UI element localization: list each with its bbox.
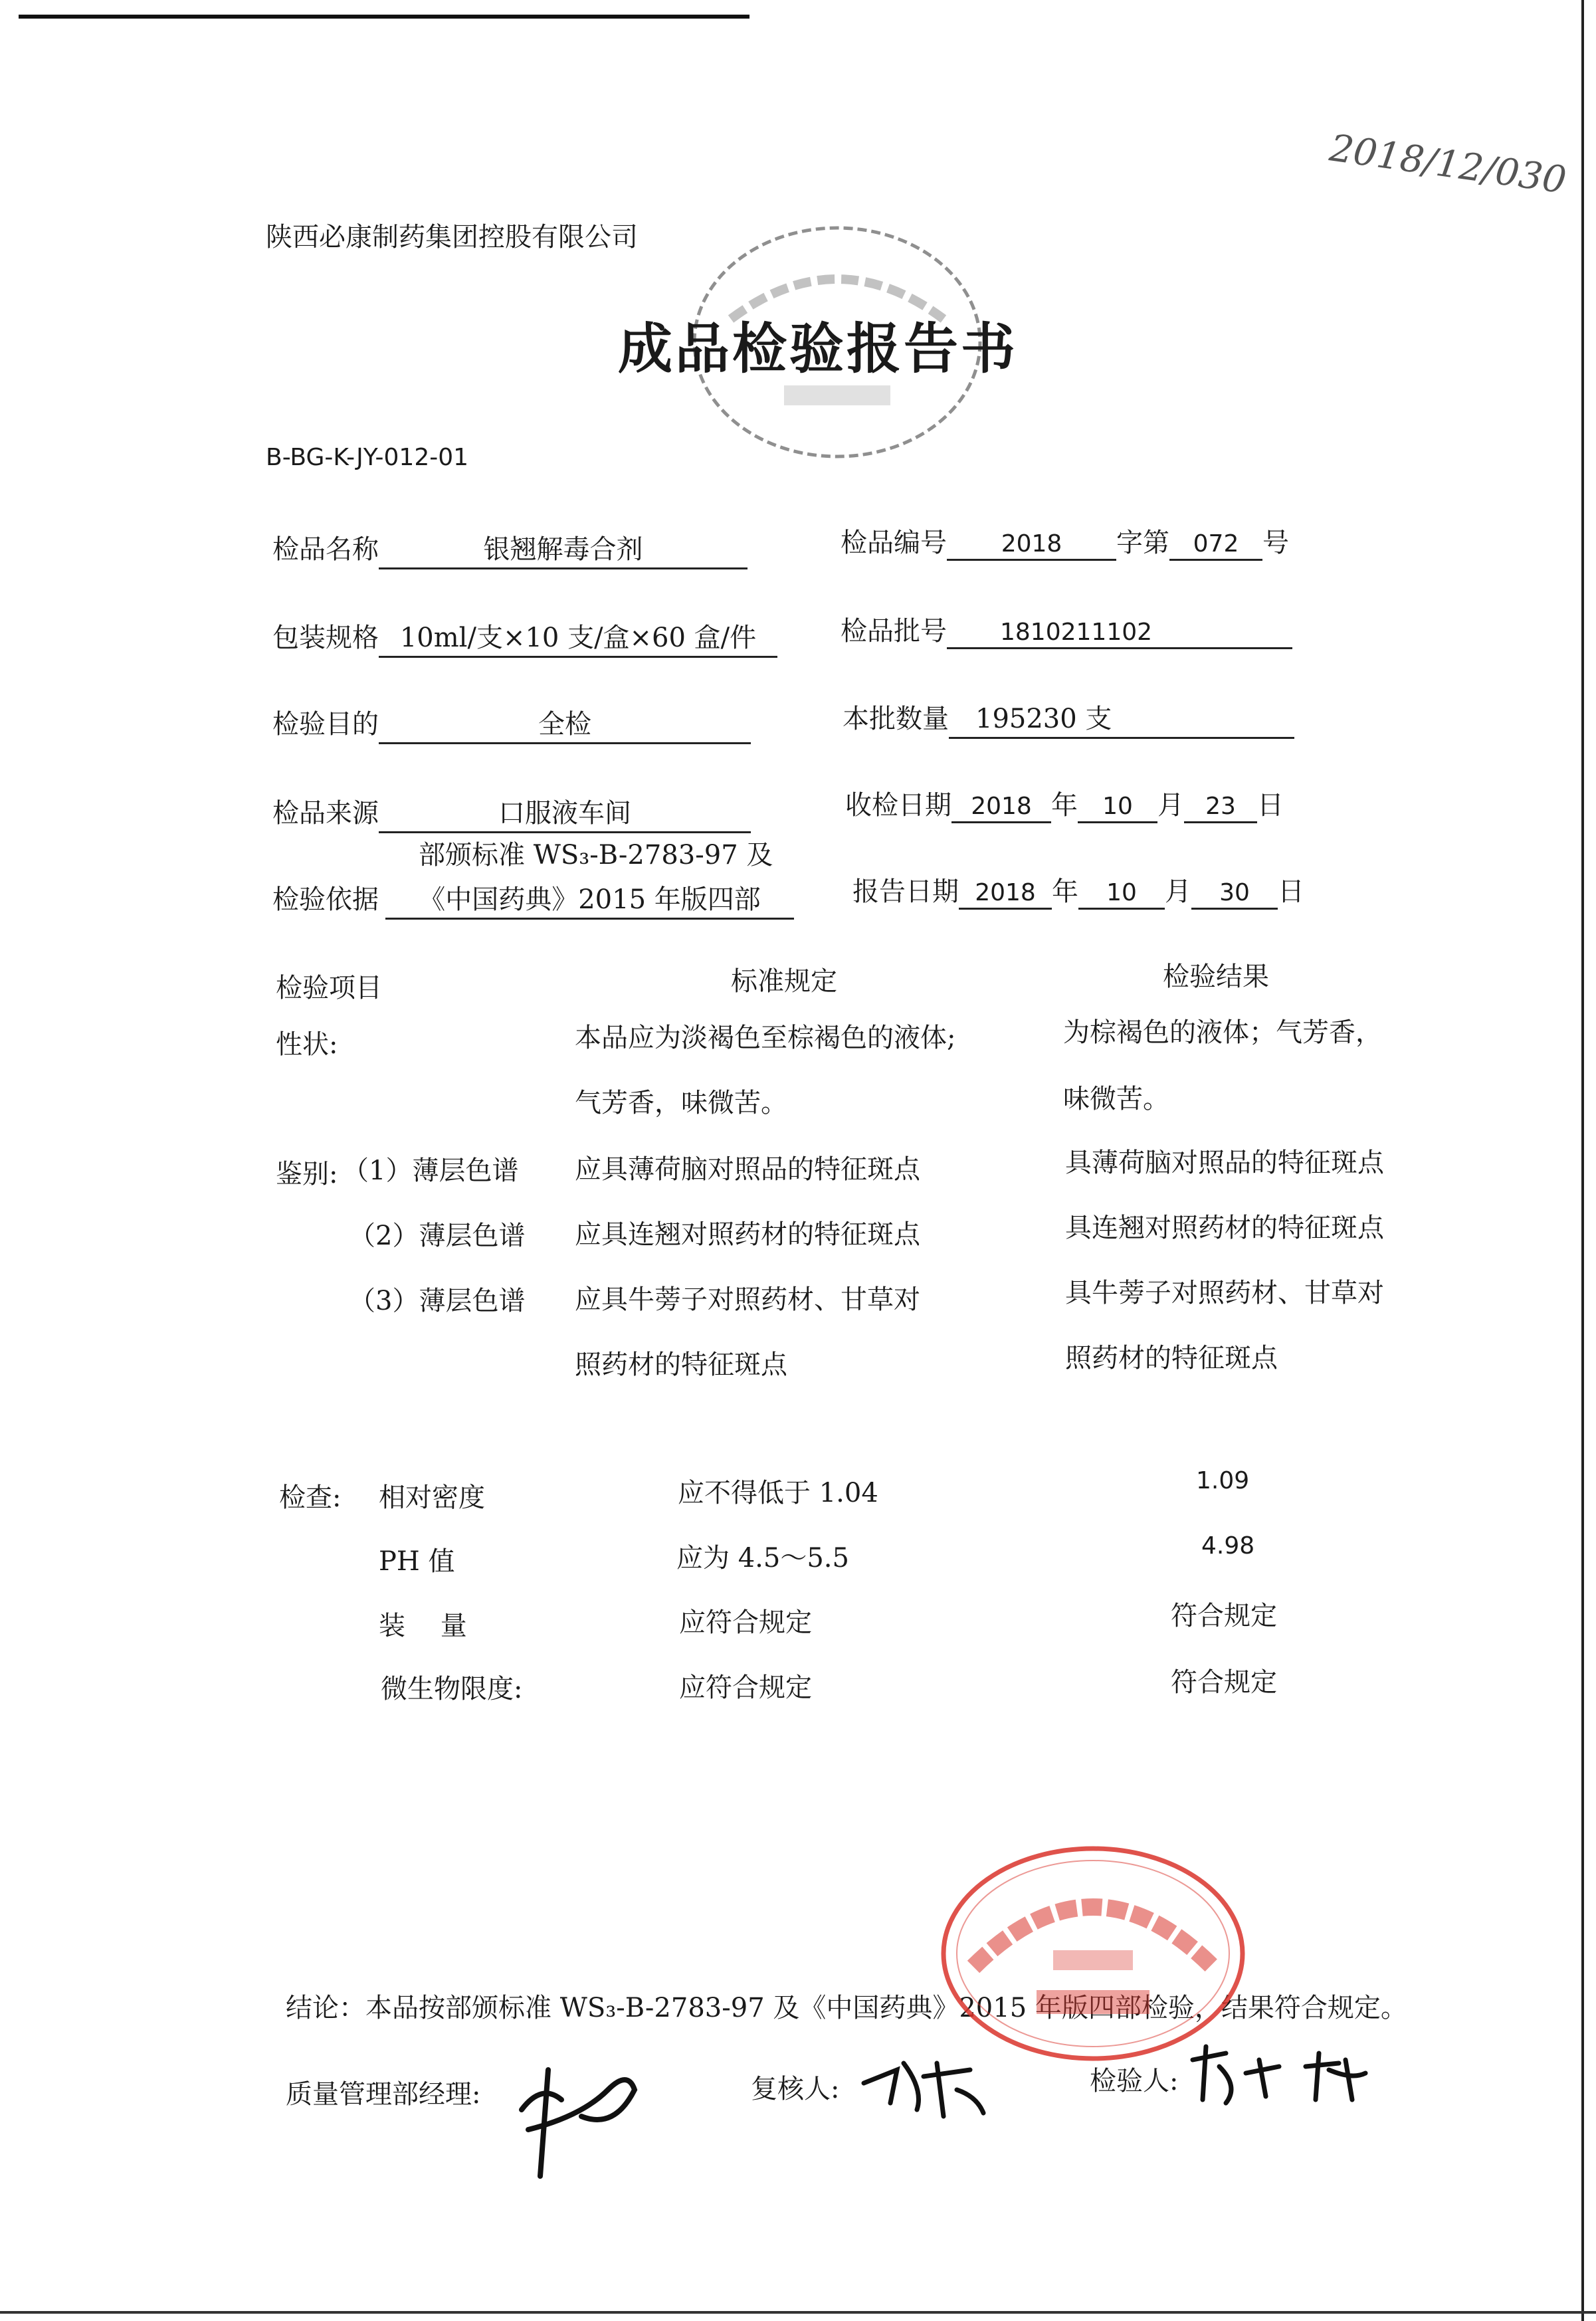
package-spec-row xyxy=(272,617,777,658)
ident-result-3b: 照药材的特征斑点 xyxy=(1065,1343,1278,1373)
batch-row xyxy=(841,610,1292,649)
batch-label: 检品批号 xyxy=(841,616,947,647)
report-year: 2018 xyxy=(959,879,1052,910)
manager-signature xyxy=(502,2037,654,2183)
quantity-row xyxy=(843,698,1294,739)
ident-standard-3a: 应具牛蒡子对照药材、甘草对 xyxy=(575,1284,920,1315)
check-label: 检查: xyxy=(279,1482,342,1513)
sample-number-mid: 字第 xyxy=(1116,528,1169,558)
char-standard-2: 气芳香，味微苦。 xyxy=(575,1088,787,1118)
inspector-signature xyxy=(1186,2040,1379,2113)
sample-number-value: 072 xyxy=(1169,530,1262,561)
receive-month: 10 xyxy=(1078,793,1157,823)
inspection-stamp xyxy=(937,1841,1249,2067)
package-spec-label: 包装规格 xyxy=(272,623,379,653)
char-result-1: 为棕褐色的液体；气芳香， xyxy=(1063,1017,1382,1048)
col-standard-header: 标准规定 xyxy=(731,966,837,997)
char-standard-1: 本品应为淡褐色至棕褐色的液体; xyxy=(575,1023,956,1053)
report-day: 30 xyxy=(1191,879,1278,910)
ident-result-3a: 具牛蒡子对照药材、甘草对 xyxy=(1065,1278,1384,1308)
ident-2: （2）薄层色谱 xyxy=(349,1221,526,1251)
basis-line-1: 部颁标准 WS₃-B-2783-97 及 xyxy=(419,840,773,870)
page-title: 成品检验报告书 xyxy=(618,317,1019,381)
purpose-row xyxy=(272,703,751,744)
ident-3: （3）薄层色谱 xyxy=(349,1286,526,1316)
check-standard-microbe: 应符合规定 xyxy=(679,1672,812,1703)
package-spec-value: 10ml/支×10 支/盒×60 盒/件 xyxy=(379,617,777,658)
check-item-ph: PH 值 xyxy=(379,1546,455,1577)
purpose-value: 全检 xyxy=(379,703,751,744)
check-result-fill: 符合规定 xyxy=(1171,1601,1277,1631)
quantity-label: 本批数量 xyxy=(843,704,949,734)
ident-label: 鉴别: xyxy=(276,1159,338,1189)
sample-name-label: 检品名称 xyxy=(272,534,379,565)
year-char: 年 xyxy=(1051,790,1078,821)
check-standard-fill: 应符合规定 xyxy=(679,1607,812,1638)
ident-result-1: 具薄荷脑对照品的特征斑点 xyxy=(1065,1148,1384,1178)
col-item-header: 检验项目 xyxy=(276,973,382,1003)
day-char: 日 xyxy=(1278,876,1304,907)
basis-label: 检验依据 xyxy=(272,884,379,915)
sample-number-year: 2018 xyxy=(947,530,1116,561)
receive-year: 2018 xyxy=(951,793,1051,823)
receive-day: 23 xyxy=(1184,793,1257,823)
conclusion: 结论：本品按部颁标准 WS₃-B-2783-97 及《中国药典》2015 年版四部检验，结果符合规定。 xyxy=(286,1993,1407,2023)
handwritten-date: 2018/12/030 xyxy=(1327,126,1569,203)
month-char: 月 xyxy=(1157,790,1184,821)
ident-standard-1: 应具薄荷脑对照品的特征斑点 xyxy=(575,1154,920,1185)
col-result-header: 检验结果 xyxy=(1163,961,1269,992)
source-label: 检品来源 xyxy=(272,798,379,829)
report-date-label: 报告日期 xyxy=(852,876,959,907)
month-char: 月 xyxy=(1165,876,1191,907)
sample-name-value: 银翘解毒合剂 xyxy=(379,528,748,569)
check-result-microbe: 符合规定 xyxy=(1171,1667,1277,1698)
basis-line-2: 《中国药典》2015 年版四部 xyxy=(385,878,794,920)
inspector-label: 检验人: xyxy=(1090,2066,1179,2096)
check-standard-ph: 应为 4.5～5.5 xyxy=(676,1543,849,1573)
source-value: 口服液车间 xyxy=(379,792,751,833)
day-char: 日 xyxy=(1257,790,1284,821)
source-row xyxy=(272,792,751,833)
sample-number-row xyxy=(841,522,1289,561)
ident-1: （1）薄层色谱 xyxy=(342,1156,519,1186)
manager-label: 质量管理部经理: xyxy=(286,2079,481,2110)
sample-name-row xyxy=(272,528,748,569)
check-result-ph: 4.98 xyxy=(1201,1532,1255,1560)
scan-edge-right xyxy=(1581,0,1584,2321)
ident-standard-2: 应具连翘对照药材的特征斑点 xyxy=(575,1219,920,1250)
char-result-2: 味微苦。 xyxy=(1063,1084,1169,1114)
report-date-row xyxy=(852,870,1304,910)
quantity-value: 195230 支 xyxy=(949,698,1294,739)
batch-value: 1810211102 xyxy=(947,619,1292,649)
year-char: 年 xyxy=(1052,876,1078,907)
check-result-density: 1.09 xyxy=(1196,1467,1250,1494)
ident-standard-3b: 照药材的特征斑点 xyxy=(575,1350,787,1380)
reviewer-signature xyxy=(857,2050,990,2123)
check-item-microbe: 微生物限度: xyxy=(381,1674,523,1704)
document-code: B-BG-K-JY-012-01 xyxy=(266,444,469,471)
ident-result-2: 具连翘对照药材的特征斑点 xyxy=(1065,1213,1384,1243)
report-month: 10 xyxy=(1078,879,1165,910)
check-item-density: 相对密度 xyxy=(379,1482,485,1513)
basis-row xyxy=(272,878,794,920)
receive-date-row xyxy=(845,784,1284,823)
purpose-label: 检验目的 xyxy=(272,709,379,740)
scan-edge-bottom xyxy=(0,2311,1596,2314)
check-item-fill: 装 量 xyxy=(379,1611,467,1641)
receive-date-label: 收检日期 xyxy=(845,790,951,821)
scan-edge-top xyxy=(19,15,749,19)
reviewer-label: 复核人: xyxy=(751,2074,840,2104)
char-label: 性状: xyxy=(276,1029,338,1060)
company-name: 陕西必康制药集团控股有限公司 xyxy=(266,222,638,252)
sample-number-suffix: 号 xyxy=(1262,528,1289,558)
sample-number-label: 检品编号 xyxy=(841,528,947,558)
check-standard-density: 应不得低于 1.04 xyxy=(678,1478,878,1508)
